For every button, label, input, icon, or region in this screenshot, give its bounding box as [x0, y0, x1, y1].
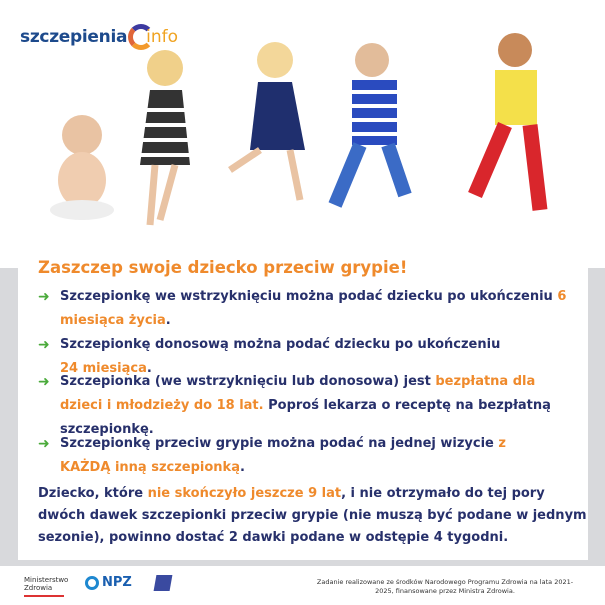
para-text: Dziecko, które: [38, 486, 148, 501]
item-text: Szczepionkę donosową można podać dziecku po ukończeniu: [60, 337, 501, 352]
item-highlight: bezpłatna dla dzieci i młodzieży do 18 lat.: [60, 374, 536, 413]
girl-blue-dress: [230, 42, 305, 200]
arrow-right-icon: ➜: [38, 337, 50, 353]
baby: [50, 115, 114, 220]
item-period: .: [146, 361, 152, 376]
list-item: [38, 432, 558, 480]
funding-note: Zadanie realizowane ze środków Narodowego Programu Zdrowia na lata 2021-2025, finansowane przez Ministra Zdrowia.: [316, 578, 574, 595]
item-text: Szczepionka (we wstrzyknięciu lub donosowa) jest: [60, 374, 436, 389]
logo-text-info: info: [146, 27, 179, 47]
npz-logo: [85, 575, 132, 590]
institute-logo-icon: [154, 575, 173, 591]
item-highlight: 6 miesiąca życia: [60, 289, 567, 328]
boy-striped-shirt: [335, 43, 405, 205]
girl-yellow-shirt: [475, 33, 540, 210]
item-text-end: .: [239, 460, 245, 475]
logo-text: szczepienia: [20, 27, 128, 47]
item-highlight: z KAŻDĄ inną szczepionką: [60, 436, 506, 475]
para-highlight: nie skończyło jeszcze 9 lat: [147, 486, 342, 501]
npz-text: NPZ: [102, 575, 132, 590]
item-text-end: Poproś lekarza o receptę na bezpłatną szczepionkę.: [60, 398, 551, 437]
item-highlight: 24 miesiąca: [60, 361, 147, 376]
list-item: [38, 285, 583, 333]
ministry-logo: Ministerstwo Zdrowia: [24, 576, 64, 597]
item-text: Szczepionkę przeciw grypie można podać na jednej wizycie: [60, 436, 499, 451]
arrow-right-icon: ➜: [38, 289, 50, 305]
item-period: .: [165, 313, 171, 328]
item-text: Szczepionkę we wstrzyknięciu można podać dziecku po ukończeniu: [60, 289, 558, 304]
para-text-end: , i nie otrzymało do tej pory dwóch dawek szczepionki przeciw grypie (nie muszą być podane w jednym sezonie), powinno dostać 2 dawki podane w odstępie 4 tygodni.: [38, 486, 587, 545]
arrow-right-icon: ➜: [38, 374, 50, 390]
npz-circle-icon: [85, 576, 99, 590]
jumping-children-photo: [0, 30, 605, 265]
girl-striped-dress: [140, 50, 191, 225]
page-title: Zaszczep swoje dziecko przeciw grypie!: [38, 258, 408, 277]
info-paragraph: [38, 483, 588, 549]
footer: [0, 566, 605, 605]
arrow-right-icon: ➜: [38, 436, 50, 452]
